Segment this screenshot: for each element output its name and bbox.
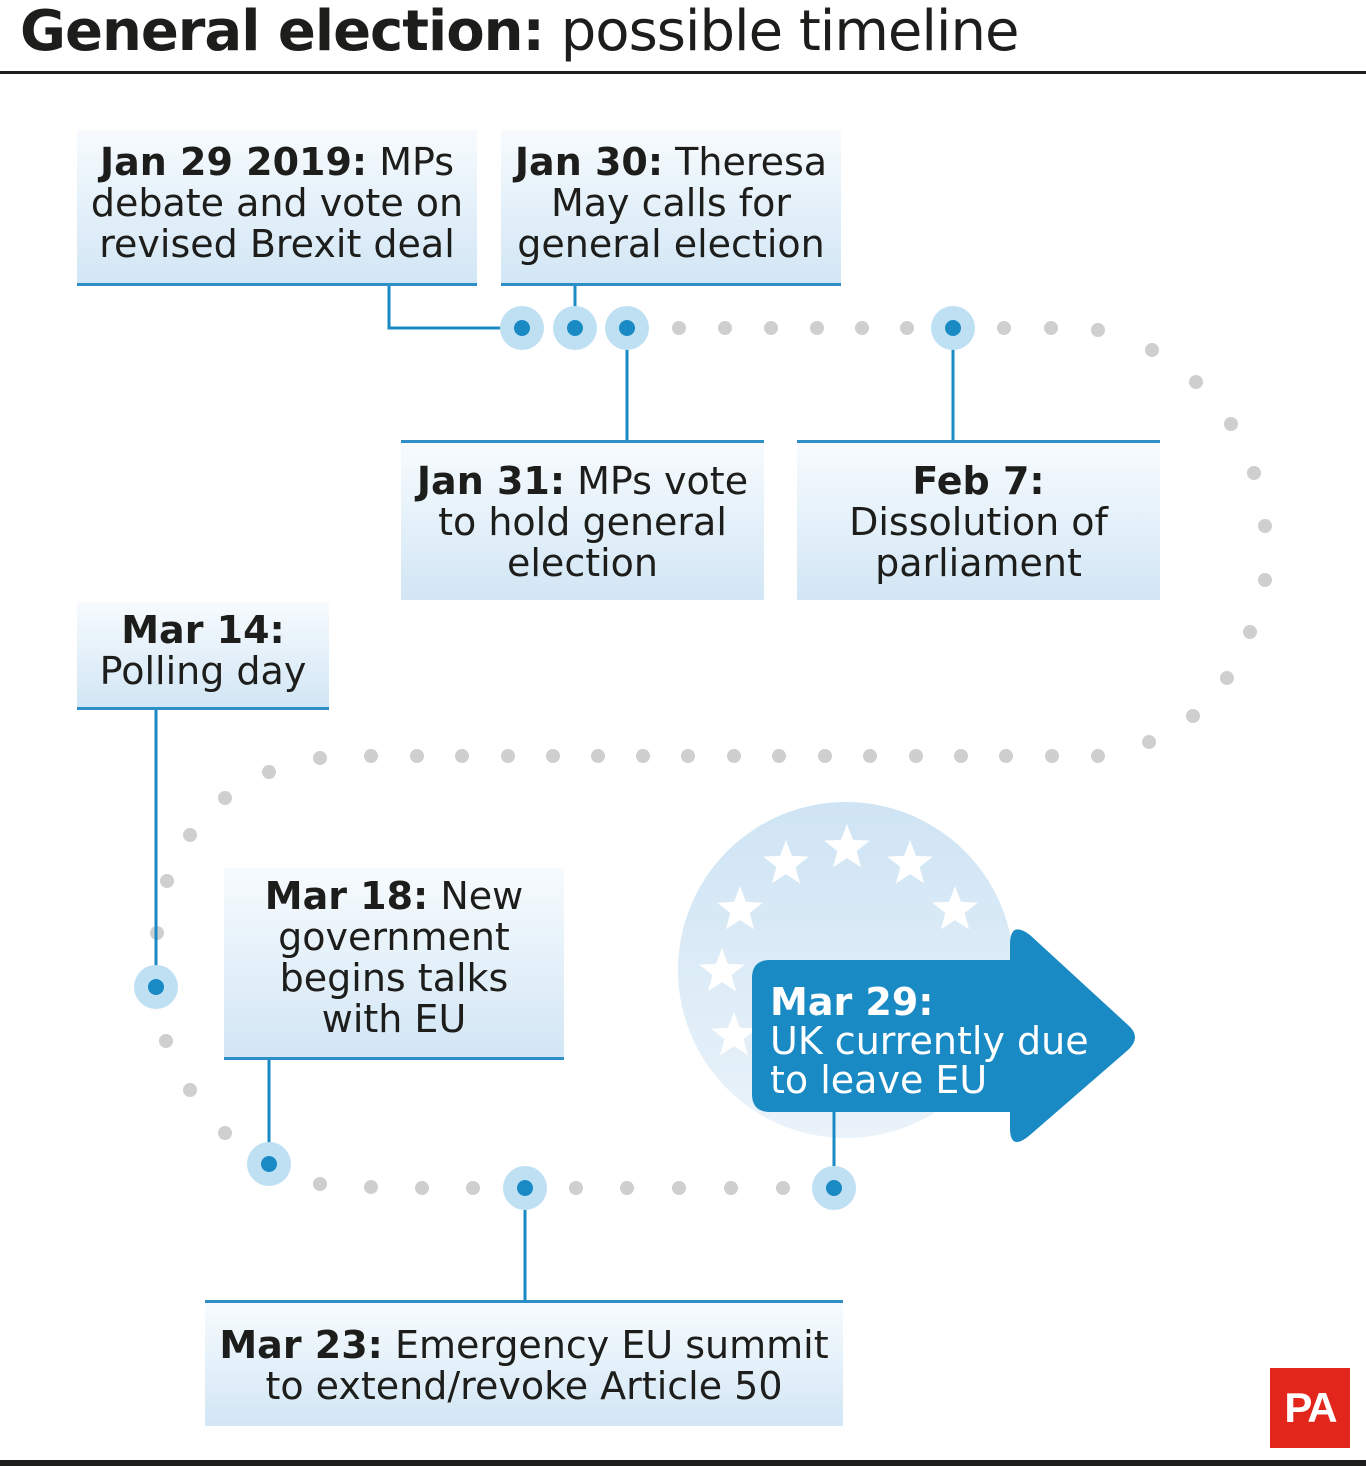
path-dot xyxy=(718,321,732,335)
path-dot xyxy=(1145,343,1159,357)
event-box-mar18 xyxy=(224,868,564,1060)
path-dot xyxy=(1243,625,1257,639)
event-box-jan31 xyxy=(401,440,764,600)
path-dot xyxy=(1045,749,1059,763)
path-dot xyxy=(1091,323,1105,337)
event-text: UK currently due to leave EU xyxy=(770,1019,1089,1102)
event-date: Mar 14: xyxy=(121,608,285,652)
event-text: Theresa May calls for general election xyxy=(517,140,828,266)
path-dot xyxy=(1091,749,1105,763)
event-text: MPs vote to hold general election xyxy=(438,459,749,585)
marker-jan31 xyxy=(605,306,649,350)
marker-mar14 xyxy=(134,965,178,1009)
marker-mar29 xyxy=(812,1166,856,1210)
path-dot xyxy=(159,1034,173,1048)
path-dot xyxy=(569,1181,583,1195)
path-dot xyxy=(818,749,832,763)
path-dot xyxy=(681,749,695,763)
title-light: possible timeline xyxy=(543,0,1019,64)
pa-logo: PA xyxy=(1270,1368,1350,1448)
event-box-mar14 xyxy=(77,602,329,710)
path-dot xyxy=(764,321,778,335)
path-dot xyxy=(776,1181,790,1195)
path-dot xyxy=(620,1181,634,1195)
path-dot xyxy=(1186,709,1200,723)
path-dot xyxy=(727,749,741,763)
marker-mar18 xyxy=(247,1142,291,1186)
path-dot xyxy=(1142,735,1156,749)
event-text: Emergency EU summit to extend/revoke Article 50 xyxy=(265,1323,829,1408)
path-dot xyxy=(415,1181,429,1195)
path-dot xyxy=(183,828,197,842)
path-dot xyxy=(1044,321,1058,335)
event-date: Mar 29: xyxy=(770,980,934,1024)
title-bold: General election: xyxy=(20,0,544,64)
path-dot xyxy=(1247,466,1261,480)
marker-jan29 xyxy=(500,306,544,350)
path-dot xyxy=(997,321,1011,335)
path-dot xyxy=(999,749,1013,763)
path-dot xyxy=(466,1181,480,1195)
path-dot xyxy=(1224,417,1238,431)
marker-jan30 xyxy=(553,306,597,350)
event-date: Mar 18: xyxy=(264,874,429,918)
path-dot xyxy=(1189,375,1203,389)
path-dot xyxy=(591,749,605,763)
path-dot xyxy=(954,749,968,763)
path-dot xyxy=(218,791,232,805)
path-dot xyxy=(1258,573,1272,587)
event-date: Jan 30: xyxy=(514,140,664,184)
path-dot xyxy=(855,321,869,335)
event-box-jan29 xyxy=(77,130,477,286)
path-dot xyxy=(1258,519,1272,533)
path-dot xyxy=(772,749,786,763)
path-dot xyxy=(364,749,378,763)
path-dot xyxy=(160,874,174,888)
path-dot xyxy=(909,749,923,763)
path-dot xyxy=(183,1083,197,1097)
path-dot xyxy=(810,321,824,335)
path-dot xyxy=(262,765,276,779)
path-dot xyxy=(455,749,469,763)
event-arrow-mar29 xyxy=(770,980,1130,1102)
marker-feb7 xyxy=(931,306,975,350)
path-dot xyxy=(636,749,650,763)
path-dot xyxy=(672,1181,686,1195)
marker-mar23 xyxy=(503,1166,547,1210)
path-dot xyxy=(218,1126,232,1140)
path-dot xyxy=(313,751,327,765)
event-text: Polling day xyxy=(99,649,307,693)
path-dot xyxy=(410,749,424,763)
path-dot xyxy=(313,1177,327,1191)
event-box-feb7 xyxy=(797,440,1160,600)
event-text: Dissolution of parliament xyxy=(849,500,1108,585)
path-dot xyxy=(1220,671,1234,685)
bottom-rule xyxy=(0,1460,1366,1466)
path-dot xyxy=(546,749,560,763)
path-dot xyxy=(501,749,515,763)
event-box-mar23 xyxy=(205,1300,843,1426)
event-date: Mar 23: xyxy=(219,1323,383,1367)
event-text: New government begins talks with EU xyxy=(278,874,524,1041)
event-date: Jan 29 2019: xyxy=(99,140,368,184)
event-box-jan30 xyxy=(501,130,841,286)
event-date: Jan 31: xyxy=(416,459,566,503)
path-dot xyxy=(672,321,686,335)
path-dot xyxy=(863,749,877,763)
event-text: MPs debate and vote on revised Brexit deal xyxy=(90,140,464,266)
path-dot xyxy=(364,1180,378,1194)
event-date: Feb 7: xyxy=(912,459,1045,503)
path-dot xyxy=(900,321,914,335)
path-dot xyxy=(724,1181,738,1195)
